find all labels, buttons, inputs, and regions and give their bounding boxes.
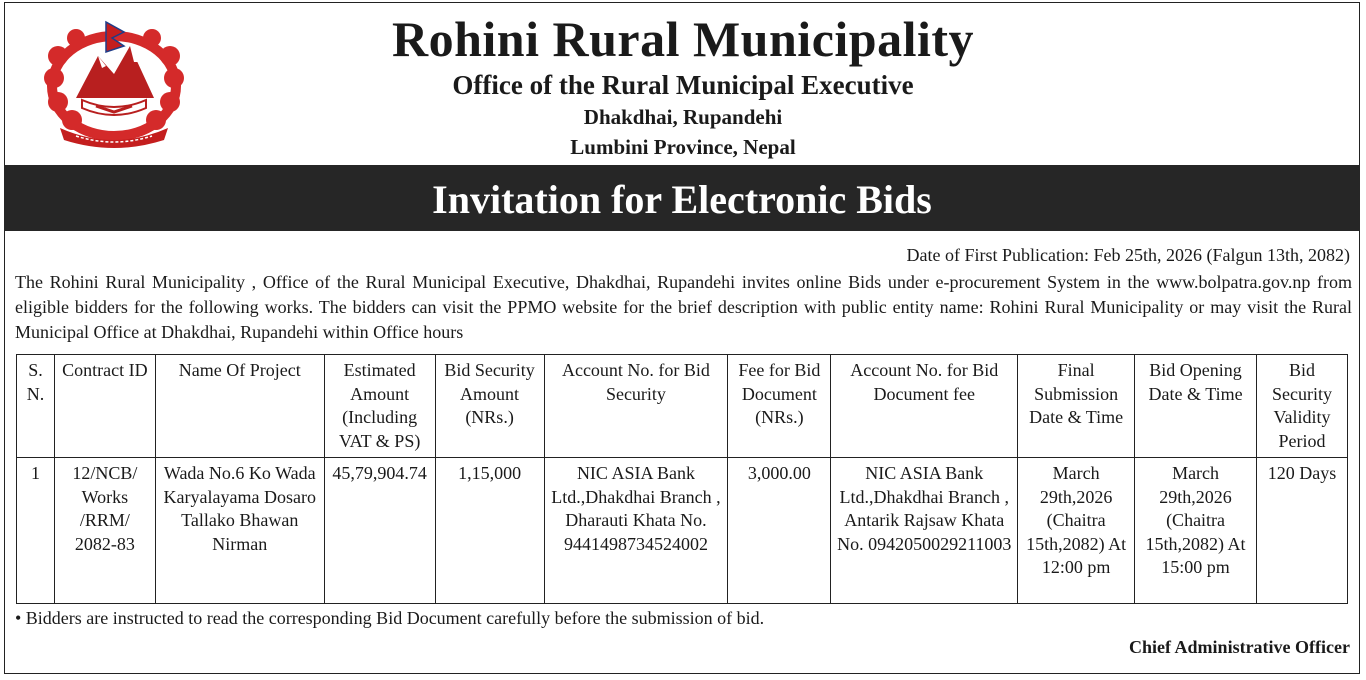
municipality-title: Rohini Rural Municipality: [391, 11, 975, 67]
cell-project: Wada No.6 Ko Wada Karyalayama Dosaro Tallako Bhawan Nirman: [155, 458, 324, 604]
header-estimated-amount: Estimated Amount (Including VAT & PS): [324, 355, 435, 458]
intro-paragraph: The Rohini Rural Municipality , Office of the Rural Municipal Executive, Dhakdhai, Rupandehi invites online Bids under e-procurement System in the www.bolpatra.gov.np from eligible bidders for the following works. The bidders can visit the PPMO website for the brief description with public entity name: Rohini Rural Municipality or may visit the Rural Municipal Office at Dhakdhai, Rupandehi within Office hours: [15, 272, 1352, 342]
header-sn: S. N.: [17, 355, 55, 458]
office-subtitle: Office of the Rural Municipal Executive: [452, 70, 914, 100]
table-row: [17, 458, 1348, 604]
header-fee-account: Account No. for Bid Document fee: [831, 355, 1018, 458]
address-line-1: Dhakdhai, Rupandehi: [583, 105, 783, 129]
cell-security-account: NIC ASIA Bank Ltd.,Dhakdhai Branch , Dharauti Khata No. 9441498734524002: [544, 458, 728, 604]
cell-estimated-amount: 45,79,904.74: [324, 458, 435, 604]
header-bid-opening: Bid Opening Date & Time: [1135, 355, 1257, 458]
bids-table: [16, 354, 1348, 604]
signature-title: Chief Administrative Officer: [1129, 637, 1350, 657]
header-bid-security-amount: Bid Security Amount (NRs.): [435, 355, 544, 458]
cell-bid-opening: March 29th,2026 (Chaitra 15th,2082) At 15:00 pm: [1135, 458, 1257, 604]
cell-document-fee: 3,000.00: [728, 458, 831, 604]
table-header-row: [17, 355, 1348, 458]
cell-contract-id: 12/NCB/ Works /RRM/ 2082-83: [54, 458, 155, 604]
header-document-fee: Fee for Bid Document (NRs.): [728, 355, 831, 458]
header-validity: Bid Security Validity Period: [1257, 355, 1348, 458]
cell-validity: 120 Days: [1257, 458, 1348, 604]
cell-final-submission: March 29th,2026 (Chaitra 15th,2082) At 12:00 pm: [1018, 458, 1135, 604]
header-security-account: Account No. for Bid Security: [544, 355, 728, 458]
header-project: Name Of Project: [155, 355, 324, 458]
address-line-2: Lumbini Province, Nepal: [570, 135, 796, 159]
bidder-note: • Bidders are instructed to read the corresponding Bid Document carefully before the submission of bid.: [15, 608, 765, 628]
cell-sn: 1: [17, 458, 55, 604]
header-final-submission: Final Submission Date & Time: [1018, 355, 1135, 458]
cell-bid-security-amount: 1,15,000: [435, 458, 544, 604]
cell-fee-account: NIC ASIA Bank Ltd.,Dhakdhai Branch , Antarik Rajsaw Khata No. 0942050029211003: [831, 458, 1018, 604]
header-contract-id: Contract ID: [54, 355, 155, 458]
letterhead: [0, 10, 1366, 162]
publication-date: Date of First Publication: Feb 25th, 2026 (Falgun 13th, 2082): [906, 245, 1350, 265]
notice-banner: Invitation for Electronic Bids: [4, 165, 1360, 231]
